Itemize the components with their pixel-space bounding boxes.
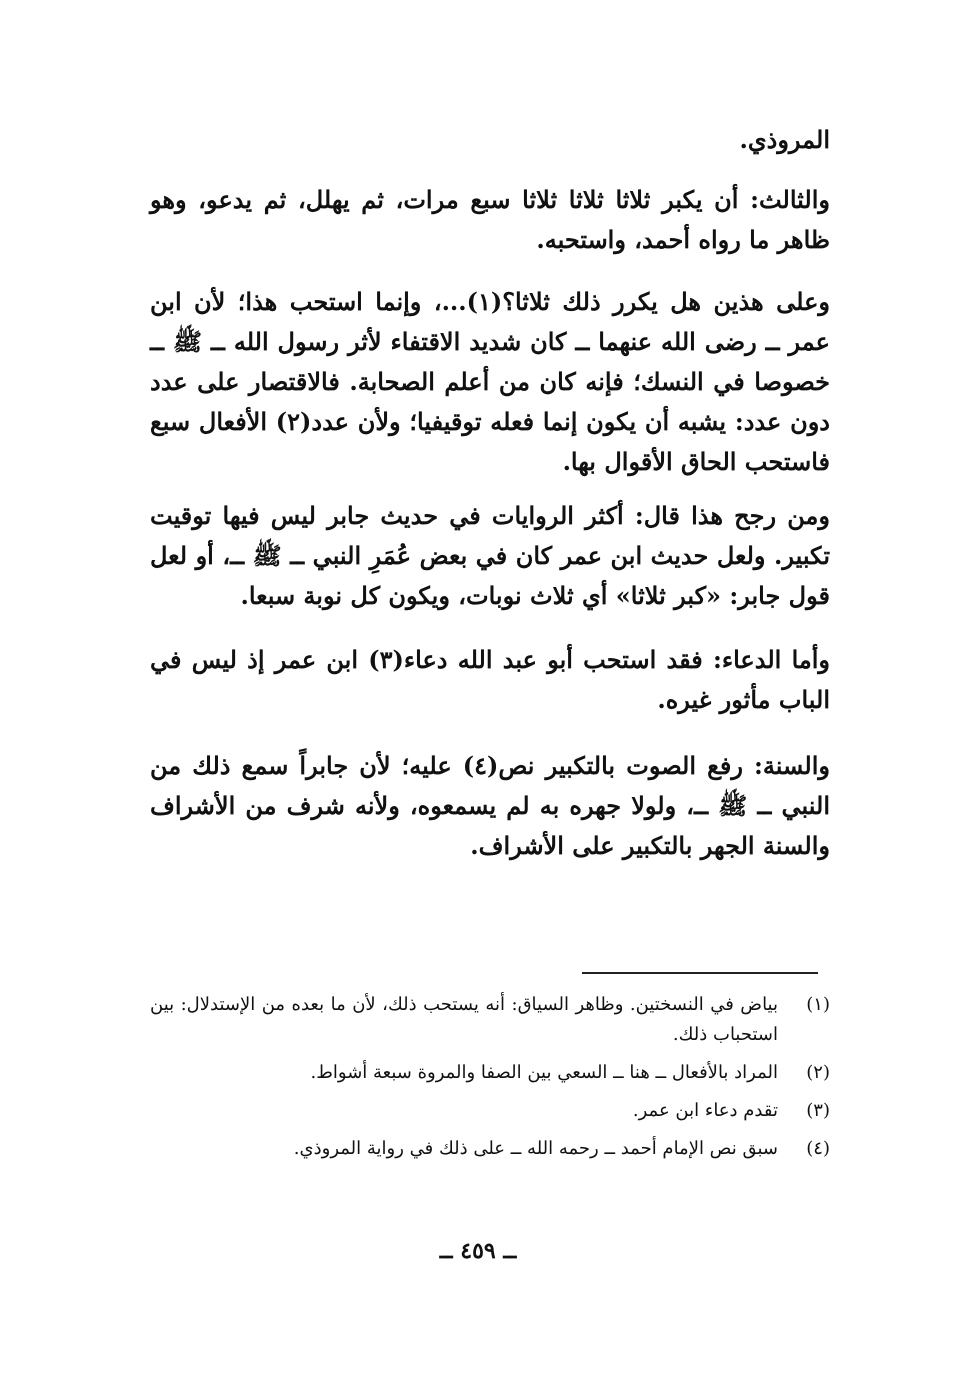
paragraph-preference: ومن رجح هذا قال: أكثر الروايات في حديث جابر ليس فيها توقيت تكبير. ولعل حديث ابن عمر كان في بعض عُمَرِ النبي ــ ﷺ ــ، أو لعل قول جابر: «كبر ثلاثا» أي ثلاث نوبات، ويكون كل نوبة سبعا.: [150, 501, 830, 610]
footnotes-section: [150, 990, 830, 1172]
footnote-4: [150, 1134, 830, 1164]
footnote-divider: [582, 972, 818, 974]
footnote-2: [150, 1058, 830, 1088]
footnote-number: (٣): [806, 1100, 830, 1121]
paragraph-supplication: وأما الدعاء: فقد استحب أبو عبد الله دعاء(٣) ابن عمر إذ ليس في الباب مأثور غيره.: [150, 645, 831, 714]
footnote-text: تقدم دعاء ابن عمر.: [632, 1100, 778, 1121]
footnote-1: [150, 990, 830, 1050]
paragraph-third-opinion: والثالث: أن يكبر ثلاثا ثلاثا ثلاثا سبع مرات، ثم يهلل، ثم يدعو، وهو ظاهر ما رواه أحمد، واستحبه.: [150, 185, 830, 254]
page-number: ــ ٤٥٩ ــ: [439, 1238, 517, 1264]
footnote-text: سبق نص الإمام أحمد ــ رحمه الله ــ على ذلك في رواية المروذي.: [293, 1138, 778, 1159]
footnote-number: (٢): [806, 1062, 830, 1083]
footnote-number: (١): [806, 994, 830, 1015]
footnote-3: [150, 1096, 830, 1126]
paragraph-repetition: وعلى هذين هل يكرر ذلك ثلاثا؟(١)...، وإنما استحب هذا؛ لأن ابن عمر ــ رضى الله عنهما ــ كان شديد الاقتفاء لأثر رسول الله ــ ﷺ ــ خصوصا في النسك؛ فإنه كان من أعلم الصحابة. فالاقتصار على عدد دون عدد: يشبه أن يكون إنما فعله توقيفيا؛ ولأن عدد(٢) الأفعال سبع فاستحب الحاق الأقوال بها.: [150, 287, 830, 476]
paragraph-continuation: المروذي.: [739, 125, 830, 154]
footnote-text: المراد بالأفعال ــ هنا ــ السعي بين الصفا والمروة سبعة أشواط.: [310, 1062, 778, 1083]
paragraph-sunnah: والسنة: رفع الصوت بالتكبير نص(٤) عليه؛ لأن جابراً سمع ذلك من النبي ــ ﷺ ــ، ولولا جهره به لم يسمعوه، ولأنه شرف من الأشراف والسنة الجهر بالتكبير على الأشراف.: [150, 751, 830, 860]
footnote-number: (٤): [806, 1138, 830, 1159]
footnote-text: بياض في النسختين. وظاهر السياق: أنه يستحب ذلك، لأن ما بعده من الإستدلال: بين استحباب ذلك.: [150, 994, 778, 1045]
